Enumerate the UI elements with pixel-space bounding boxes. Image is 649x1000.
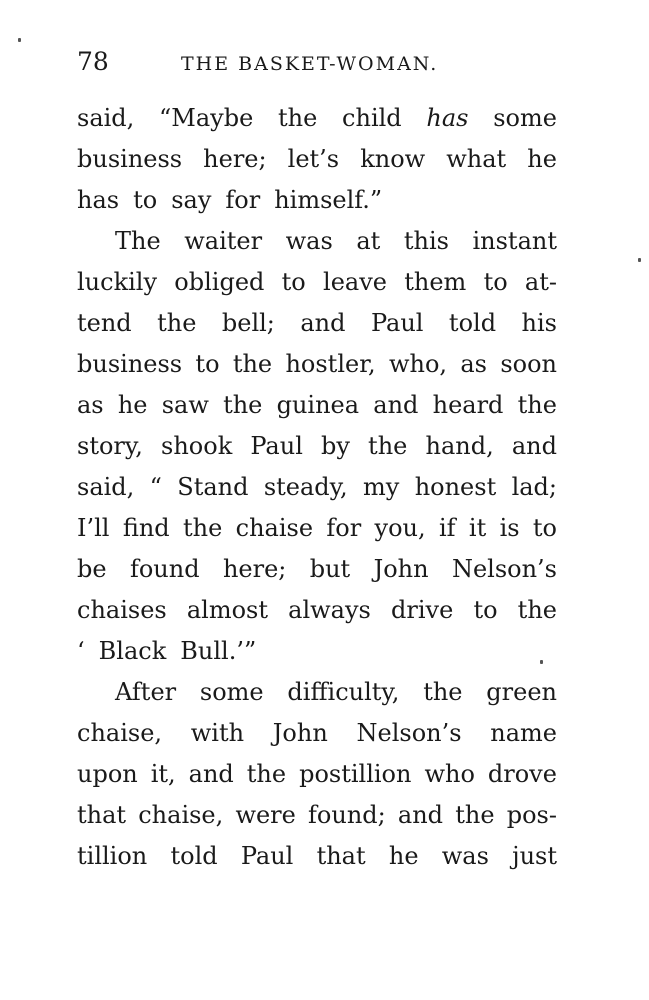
word: tend [77, 309, 132, 337]
word: my [363, 473, 400, 501]
word: and [300, 309, 346, 337]
word: honest [414, 473, 497, 501]
word: find [122, 514, 170, 542]
word: the [455, 801, 495, 829]
word: saw [161, 391, 209, 419]
word: was [285, 227, 333, 255]
text-line [77, 508, 557, 549]
word: chaise, [77, 719, 163, 747]
word: he [117, 391, 148, 419]
word: Paul [250, 432, 303, 460]
word: Paul [240, 842, 294, 870]
word: some [493, 104, 557, 132]
text-line [77, 590, 557, 631]
word: the [278, 104, 318, 132]
word: and [397, 801, 444, 829]
word: guinea [276, 391, 360, 419]
word: soon [500, 350, 557, 378]
word: the [517, 596, 557, 624]
ink-speck [18, 38, 21, 42]
text-line [77, 672, 557, 713]
word: bell; [221, 309, 275, 337]
word: Bull.’” [180, 637, 257, 665]
word: he [527, 145, 557, 173]
word: ‘ [77, 637, 85, 665]
word: the [223, 391, 263, 419]
word: upon [77, 760, 138, 788]
paragraph [77, 672, 557, 877]
text-line [77, 221, 557, 262]
paragraph [77, 98, 557, 221]
word: this [403, 227, 449, 255]
word: them [404, 268, 467, 296]
paragraph [77, 221, 557, 672]
word: who [424, 760, 475, 788]
word: steady, [263, 473, 348, 501]
word: business [77, 145, 183, 173]
word: drove [487, 760, 557, 788]
word: pos- [506, 801, 557, 829]
word: that [316, 842, 366, 870]
word: to [133, 186, 158, 214]
word: has [426, 104, 469, 132]
text-line [77, 180, 557, 221]
word: but [309, 555, 351, 583]
word: at [356, 227, 381, 255]
word: as [77, 391, 104, 419]
word: for [326, 514, 362, 542]
word: chaises [77, 596, 167, 624]
word: it [468, 514, 487, 542]
page-header [77, 44, 557, 80]
word: always [288, 596, 371, 624]
word: luckily [77, 268, 158, 296]
word: with [190, 719, 245, 747]
word: know [360, 145, 426, 173]
word: Nelson’s [356, 719, 462, 747]
word: is [499, 514, 520, 542]
word: told [170, 842, 218, 870]
word: it, [150, 760, 176, 788]
word: heard [432, 391, 504, 419]
body-text [77, 98, 557, 877]
word: at- [524, 268, 557, 296]
text-line [77, 303, 557, 344]
word: chaise, [138, 801, 224, 829]
word: child [342, 104, 402, 132]
word: the [182, 514, 223, 542]
word: green [486, 678, 557, 706]
text-line [77, 467, 557, 508]
text-line [77, 385, 557, 426]
word: John [272, 719, 328, 747]
word: tillion [77, 842, 148, 870]
word: “Maybe [159, 104, 254, 132]
word: drive [391, 596, 454, 624]
text-line [77, 549, 557, 590]
text-line [77, 139, 557, 180]
word: said, [77, 473, 135, 501]
word: his [521, 309, 557, 337]
word: let’s [287, 145, 340, 173]
text-line [77, 836, 557, 877]
page-number: 78 [77, 47, 109, 76]
word: I’ll [77, 514, 110, 542]
word: by [321, 432, 350, 460]
word: “ [149, 473, 162, 501]
text-line [77, 631, 557, 672]
word: the [246, 760, 287, 788]
word: say [171, 186, 212, 214]
word: to [483, 268, 508, 296]
ink-speck [540, 660, 543, 664]
word: and [188, 760, 234, 788]
word: chaise [235, 514, 314, 542]
text-line [77, 426, 557, 467]
word: to [532, 514, 557, 542]
word: shook [161, 432, 233, 460]
word: if [438, 514, 456, 542]
word: here; [222, 555, 287, 583]
word: The [115, 227, 161, 255]
text-line [77, 344, 557, 385]
word: himself.” [274, 186, 383, 214]
word: found; [308, 801, 386, 829]
word: Black [98, 637, 167, 665]
word: postillion [299, 760, 412, 788]
word: the [157, 309, 197, 337]
word: to [473, 596, 498, 624]
text-line [77, 713, 557, 754]
word: lad; [511, 473, 557, 501]
text-line [77, 262, 557, 303]
word: Stand [177, 473, 249, 501]
word: for [225, 186, 261, 214]
word: and [373, 391, 419, 419]
word: difficulty, [287, 678, 400, 706]
text-line [77, 754, 557, 795]
word: leave [323, 268, 387, 296]
word: to [195, 350, 220, 378]
word: the [232, 350, 273, 378]
word: he [388, 842, 419, 870]
word: has [77, 186, 120, 214]
word: Nelson’s [451, 555, 557, 583]
word: After [115, 678, 177, 706]
running-title: THE BASKET-WOMAN. [181, 53, 439, 75]
word: just [512, 842, 557, 870]
word: here; [203, 145, 267, 173]
word: the [517, 391, 557, 419]
word: as [460, 350, 487, 378]
word: obliged [174, 268, 265, 296]
word: that [77, 801, 127, 829]
word: some [199, 678, 264, 706]
word: John [373, 555, 429, 583]
word: the [423, 678, 463, 706]
word: hostler, [285, 350, 376, 378]
word: the [368, 432, 408, 460]
word: name [490, 719, 557, 747]
word: hand, [425, 432, 494, 460]
word: business [77, 350, 183, 378]
word: who, [388, 350, 448, 378]
word: Paul [370, 309, 424, 337]
word: was [441, 842, 489, 870]
word: almost [186, 596, 269, 624]
word: found [129, 555, 200, 583]
word: were [235, 801, 296, 829]
text-line [77, 98, 557, 139]
word: story, [77, 432, 143, 460]
word: be [77, 555, 107, 583]
ink-speck [638, 258, 641, 262]
word: and [511, 432, 557, 460]
word: instant [472, 227, 557, 255]
text-line [77, 795, 557, 836]
word: to [281, 268, 306, 296]
word: what [446, 145, 507, 173]
word: told [448, 309, 497, 337]
word: you, [374, 514, 426, 542]
word: said, [77, 104, 135, 132]
word: waiter [184, 227, 263, 255]
